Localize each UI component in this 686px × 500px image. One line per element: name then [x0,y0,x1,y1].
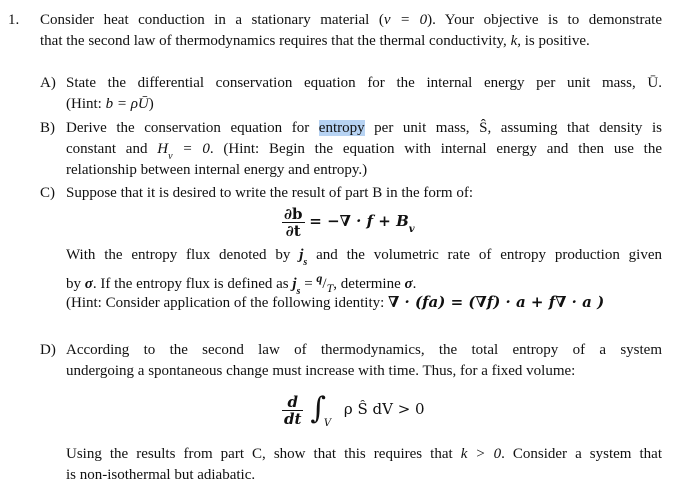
part-a-hint: (Hint: b = ρŪ) [66,96,154,112]
part-d-equation: $\frac{d}{dt}$ $\int_V$ ρ Ŝ dV > 0 [284,391,425,429]
part-d-line-4: is non-isothermal but adiabatic. [66,467,256,483]
part-a-line-1: State the differential conservation equation for the internal energy per unit mass, Ū. [66,75,662,91]
part-c-hint: (Hint: Consider application of the following identity: ∇ · (fa) = (∇f) · a + f∇ · a ) [66,293,605,311]
part-d-line-3: Using the results from part C, show that this requires that k > 0. Consider a system that [66,446,662,462]
part-b-line-3: relationship between internal energy and entropy.) [66,162,368,178]
part-b-label: B) [40,120,55,136]
part-c-line-2: With the entropy flux denoted by $j_s$ and the volumetric rate of entropy production given [66,247,662,268]
part-c-line-3: by σ. If the entropy flux is defined as $j_s = ^q/_T$, determine σ. [66,271,417,297]
part-d-label: D) [40,342,56,358]
part-c-equation: $\frac{\partial b}{\partial t}$ = −∇ · $f + B_v$ [284,204,415,240]
part-b-line-1: Derive the conservation equation for entropy per unit mass, Ŝ, assuming that density is [66,120,663,136]
problem-intro-line-1: Consider heat conduction in a stationary material (ν = 0). Your objective is to demonstrate [40,12,663,28]
part-c-fraction: $\frac{\partial b}{\partial t}$ [284,204,303,240]
part-c-line-1: Suppose that it is desired to write the result of part B in the form of: [66,185,474,201]
problem-intro-line-2: that the second law of thermodynamics requires that the thermal conductivity, k, is positive. [40,33,590,49]
part-b-line-2: constant and $H_v = 0$. (Hint: Begin the equation with internal energy and then use the [66,141,662,162]
highlighted-word: entropy [318,120,365,136]
integral-sign: ∫ [310,391,326,426]
part-a-label: A) [40,75,56,91]
part-d-line-2: undergoing a spontaneous change must increase with time. Thus, for a fixed volume: [66,363,576,379]
part-d-fraction: $\frac{d}{dt}$ [284,392,302,428]
part-c-label: C) [40,185,55,201]
problem-number: 1. [8,12,20,28]
part-d-line-1: According to the second law of thermodynamics, the total entropy of a system [66,342,662,358]
